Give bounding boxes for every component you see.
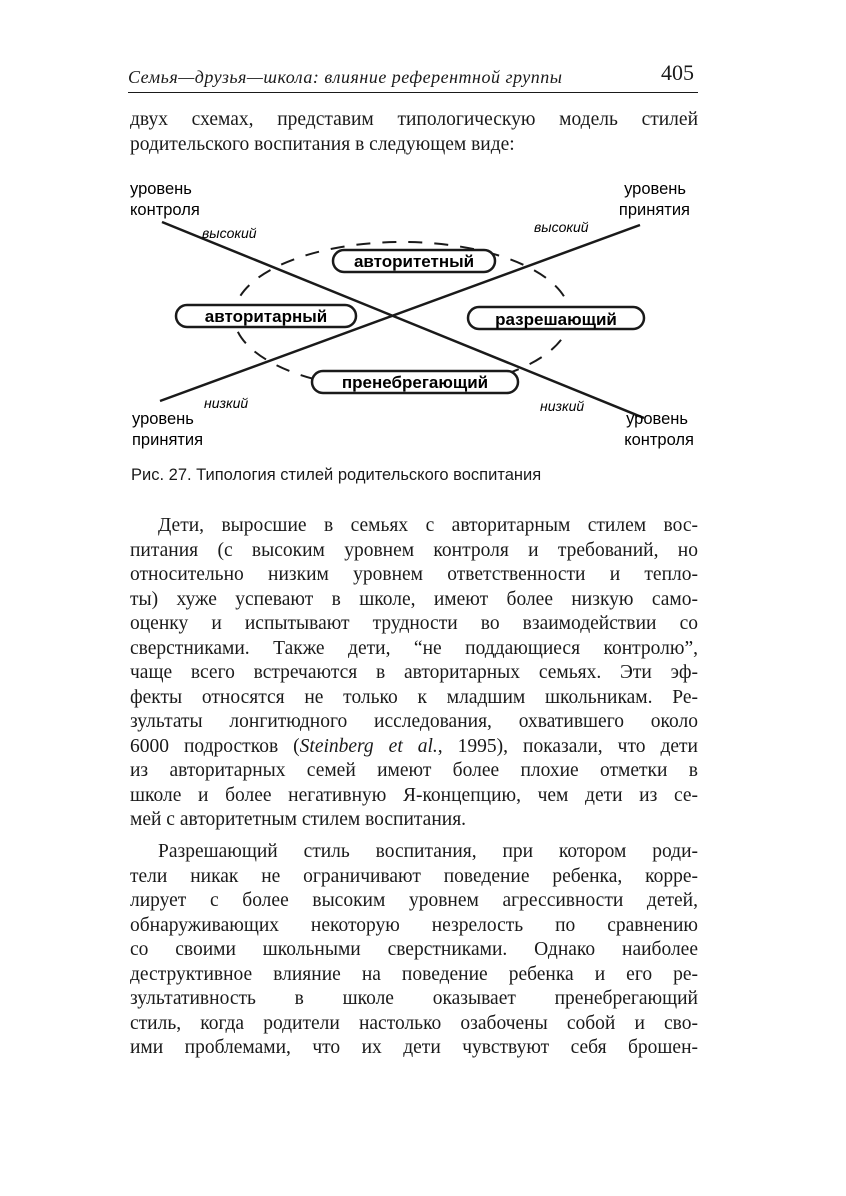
typology-figure — [120, 168, 710, 458]
page-number: 405 — [661, 60, 694, 85]
axis-label-acceptance-top: уровень — [624, 180, 686, 198]
text-line: деструктивное влияние на поведение ребенка и его ре- — [130, 963, 698, 985]
running-header — [128, 60, 698, 93]
axis-label-control-top: контроля — [130, 201, 200, 219]
text-line: Дети, выросшие в семьях с авторитарным стилем вос- — [158, 515, 698, 536]
axis-label-control-bottom: контроля — [624, 431, 694, 449]
permissive-label: разрешающий — [495, 310, 617, 329]
axis-label-acceptance-bottom: принятия — [132, 431, 204, 449]
level-label-low: низкий — [540, 398, 585, 414]
authoritarian-label: авторитарный — [204, 307, 328, 326]
text-line: зультативность в школе оказывает пренебрегающий — [130, 988, 698, 1009]
level-label-low: низкий — [204, 395, 249, 411]
text-line: чаще всего встречаются в авторитарных семьях. Эти эф- — [130, 662, 698, 683]
text-line: зультаты лонгитюдного исследования, охватившего около — [130, 711, 698, 732]
citation-author: Steinberg et al. — [299, 735, 438, 757]
figure-caption: Рис. 27. Типология стилей родительского воспитания — [131, 466, 542, 484]
level-label-high: высокий — [202, 225, 257, 241]
text-line: сверстниками. Также дети, “не поддающиеся контролю”, — [130, 637, 698, 659]
typology-diagram — [120, 168, 710, 458]
text-line: Разрешающий стиль воспитания, при котором роди- — [158, 841, 698, 862]
neglecting-label: пренебрегающий — [341, 373, 489, 392]
axis-label-control-bottom: уровень — [626, 410, 688, 428]
text-line: мей с авторитетным стилем воспитания. — [130, 809, 467, 830]
text-line: относительно низким уровнем ответственности и тепло- — [130, 564, 698, 585]
paragraph-permissive — [130, 840, 698, 1061]
running-title: Семья—друзья—школа: влияние референтной группы — [128, 67, 563, 87]
text-line: лирует с более высоким уровнем агрессивности детей, — [130, 890, 698, 911]
text-line: двух схемах, представим типологическую модель стилей — [130, 109, 698, 130]
text-line: со своими школьными сверстниками. Однако наиболее — [130, 939, 698, 960]
text-line: родительского воспитания в следующем виде: — [130, 133, 515, 155]
text-line: фекты относятся не только к младшим школьникам. Ре- — [130, 686, 698, 708]
citation-prefix: 6000 подростков ( — [130, 735, 300, 757]
text-line: стиль, когда родители настолько озабочены собой и сво- — [130, 1012, 698, 1034]
axis-label-acceptance-bottom: уровень — [132, 410, 194, 428]
citation-suffix: , 1995), показали, что дети — [437, 735, 698, 757]
text-line: ими проблемами, что их дети чувствуют себя брошен- — [130, 1037, 698, 1058]
text-line: ты) хуже успевают в школе, имеют более низкую само- — [130, 588, 698, 610]
intro-paragraph — [130, 108, 698, 157]
axis-label-control-top: уровень — [130, 180, 192, 198]
authoritative-label: авторитетный — [353, 252, 475, 271]
text-line: обнаруживающих некоторую незрелость по сравнению — [130, 914, 698, 936]
level-label-high: высокий — [534, 219, 589, 235]
text-line: тели никак не ограничивают поведение ребенка, корре- — [130, 865, 698, 887]
text-line: питания (с высоким уровнем контроля и требований, но — [130, 539, 698, 561]
text-line: школе и более негативную Я-концепцию, чем дети из се- — [130, 784, 698, 806]
text-line-citation — [130, 735, 698, 760]
text-line: оценку и испытывают трудности во взаимодействии со — [130, 613, 698, 634]
axis-label-acceptance-top: принятия — [618, 201, 690, 219]
paragraph-authoritarian — [130, 514, 698, 833]
text-line: из авторитарных семей имеют более плохие отметки в — [130, 760, 698, 781]
